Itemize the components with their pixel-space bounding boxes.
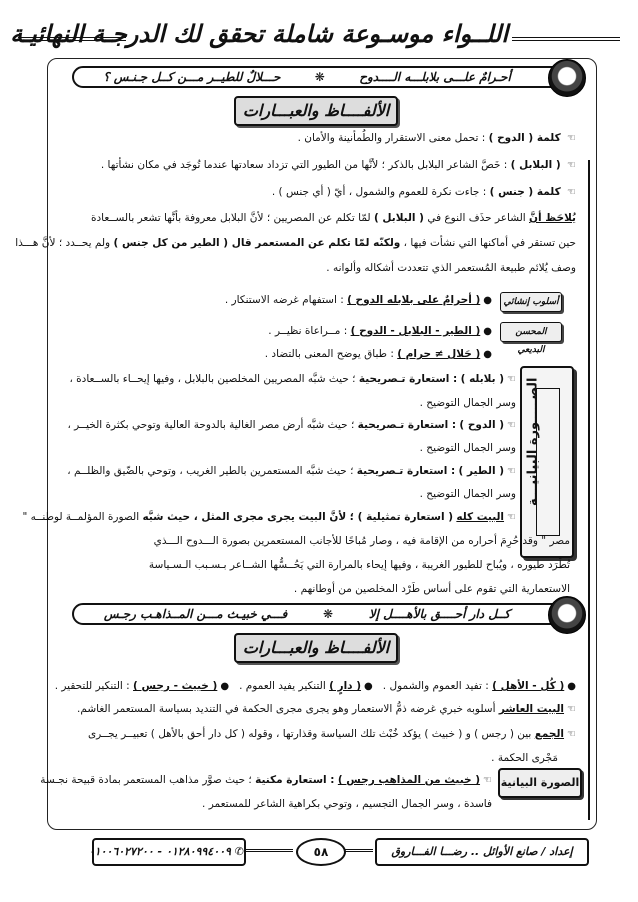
verse-2-second-half: فـــي خبيـث مـــن المــذاهـب رجـس [103, 607, 288, 621]
section-title-vocab: الألفــــاظ والعبـــارات [234, 96, 398, 126]
combine-line-2: مَجْرى الحكمة . [491, 752, 558, 764]
phone-icon: ✆ [234, 845, 244, 858]
imagery-line: ☜( الطير ) : استعارة تـصريحية ؛ حيث شبَّه المستعمرين بالطير الغريب ، وتوحي بالضّيق والظلــم ، [67, 465, 516, 477]
verse-1-first-half: أحـرامٌ علـــى بلابلـــه الــــدوح [359, 70, 511, 84]
tag-rhetorical-style: أسلوب إنشائي [500, 292, 562, 312]
footer-rule-right [345, 849, 373, 852]
imagery-line: ☜( الدوح ) : استعارة تـصريحية ؛ حيث شبَّه أرض مصر الغالية بالدوحة العالية وتوحي بكثرة الخيــر ، [67, 419, 516, 431]
final-image-line-2: فاسدة ، وسر الجمال التجسيم ، وتوحي بكراهية الشاعر للمستعمر . [202, 798, 492, 810]
whole-verse-line-2: مصر " وقد حُرِمَ أحراره من الإقامة فيه ، وصار مُباحًا للأجانب المستعمرين بصورة الـــدوح الـــذي [153, 535, 570, 547]
vocab-line: ☜ كلمة ( الدوح ) : تحمل معنى الاستقرار والطُمأنينة والأمان . [297, 132, 576, 144]
note-line-2: حين تستقر في أماكنها التي نشأت فيها ، ولكنّه لمّا تكلم عن المستعمر قال ( الطير من كل جنس ) ولم يحــدد ؛ لأنَّ هـــذا [15, 237, 576, 249]
tag-embellishment: المحسن البديعي [500, 322, 562, 342]
imagery-line-cont: وسر الجمال التوضيح . [419, 397, 516, 409]
speaker-badge-icon [548, 596, 586, 634]
verse-banner-1 [72, 66, 568, 88]
style-line: ●( الطير - البلابل - الدوح ) : مــراعاة نظيــر . [268, 325, 492, 337]
footer-phones: ✆ ٠١٢٨٠٩٩٤٠٠٩ - ٠١٠٠٦٠٢٧٢٠٠ [92, 838, 246, 866]
vocab2-line: ●( كُل - الأهل ) : تفيد العموم والشمول . ●( دارٍ ) التنكير يفيد العموم . ●( خبيث - رجس ) : التنكير للتحقير . [54, 680, 576, 692]
page-header-title: اللــواء موسـوعة شاملة تحقق لك الدرجـة النهائيـة [10, 20, 508, 48]
pointer-icon: ☜ [567, 160, 576, 171]
imagery-line-cont: وسر الجمال التوضيح . [419, 442, 516, 454]
speaker-badge-icon [548, 59, 586, 97]
style-line: ●( حَلال ≠ حرام ) : طباق يوضح المعنى بالتضاد . [264, 348, 492, 360]
vocab-line: ☜ ( البلابل ) : خَصَّ الشاعر البلابل بالذكر ؛ لأنَّها من الطيور التي تزداد سعادتها عندما تُوجَد في مكان نشأتها . [100, 159, 576, 171]
pointer-icon: ☜ [567, 187, 576, 198]
style-line: ●( أحرامٌ على بلابله الدوح ) : استفهام غرضه الاستنكار . [224, 294, 492, 306]
imagery-line-cont: وسر الجمال التوضيح . [419, 488, 516, 500]
combine-line-1: ☜الجمع بين ( رجس ) و ( خبيث ) يؤكد خُبْث تلك السياسة وقذارتها ، وقوله ( كل دار أحق بالأهل ) تعبيــر يجــرى [87, 728, 576, 740]
whole-verse-line-3: تُطْرَد طيوره ، ويُباح للطيور الغريبة ، وفيها إيحاء بالمرارة التي يَحُــسُّها الشــاعر بـسـبب الـسـياسة [148, 559, 570, 571]
imagery-line: ☜( بلابله ) : استعارة تـصريحية ؛ حيث شبَّه المصريين المخلصين بالبلابل ، وفيها إيحــاء بالســعادة ، [69, 373, 516, 385]
imagery-side-panel [520, 366, 574, 558]
verse-banner-2 [72, 603, 568, 625]
note-line-3: وصف يُلائم طبيعة المُستعمر الذي تتعددت أشكاله وألوانه . [326, 262, 576, 274]
star-separator: ❋ [322, 607, 334, 621]
note-line-1: يُلاحَظ أنَّ الشاعر حذَف النوع في ( البلابل ) لمّا تكلم عن المصريين ؛ لأنَّ البلابل معروفة بأنَّها تشعر بالســعادة [90, 212, 576, 224]
verse-1-second-half: حـــلالٌ للطيــر مـــن كــل جـنـس ؟ [103, 70, 281, 84]
whole-verse-line-1: ☜البيت كله ( استعارة تمثيلية ) ؛ لأنَّ البيت يجرى مجرى المثل ، حيث شبَّه الصورة المؤلمــة لوطنــه " [22, 511, 516, 523]
star-separator: ❋ [314, 70, 325, 84]
whole-verse-line-4: الاستعمارية التي تقوم على أساس طَرْد المخلصين من أوطانهم . [293, 583, 570, 595]
footer-author: إعداد / صانع الأوائل .. رضـــا الفـــاروق [375, 838, 589, 866]
header-rule-right [512, 37, 620, 41]
final-image-line-1: ☜( خبيث من المذاهب رجس ) : استعارة مكنية ؛ حيث صوَّر مذاهب المستعمر بمادة قبيحة نجـسة [40, 774, 492, 786]
pointer-icon: ☜ [567, 133, 576, 144]
tag-final-image: الصورة البيانية [498, 768, 582, 798]
footer-rule-left [245, 849, 293, 852]
imagery-panel-label: الصـــــورة البيانيـــة [525, 377, 541, 506]
page-number: ٥٨ [296, 838, 346, 866]
frame-side-rule [588, 160, 590, 820]
vocab-line: ☜ كلمة ( جنس ) : جاءت نكرة للعموم والشمول ، أيّ ( أي جنس ) . [271, 186, 576, 198]
section-title-vocab-2: الألفــــاظ والعبـــارات [234, 633, 398, 663]
verse-2-first-half: كــل دار أحــــق بالأهــــل إلا [368, 607, 511, 621]
verse10-line: ☜البيت العاشر أسلوبه خبري غرضه ذمُّ الاستعمار وهو يجرى مجرى الحكمة في التنديد بسياسة المستعمر الغاشم. [77, 703, 576, 715]
